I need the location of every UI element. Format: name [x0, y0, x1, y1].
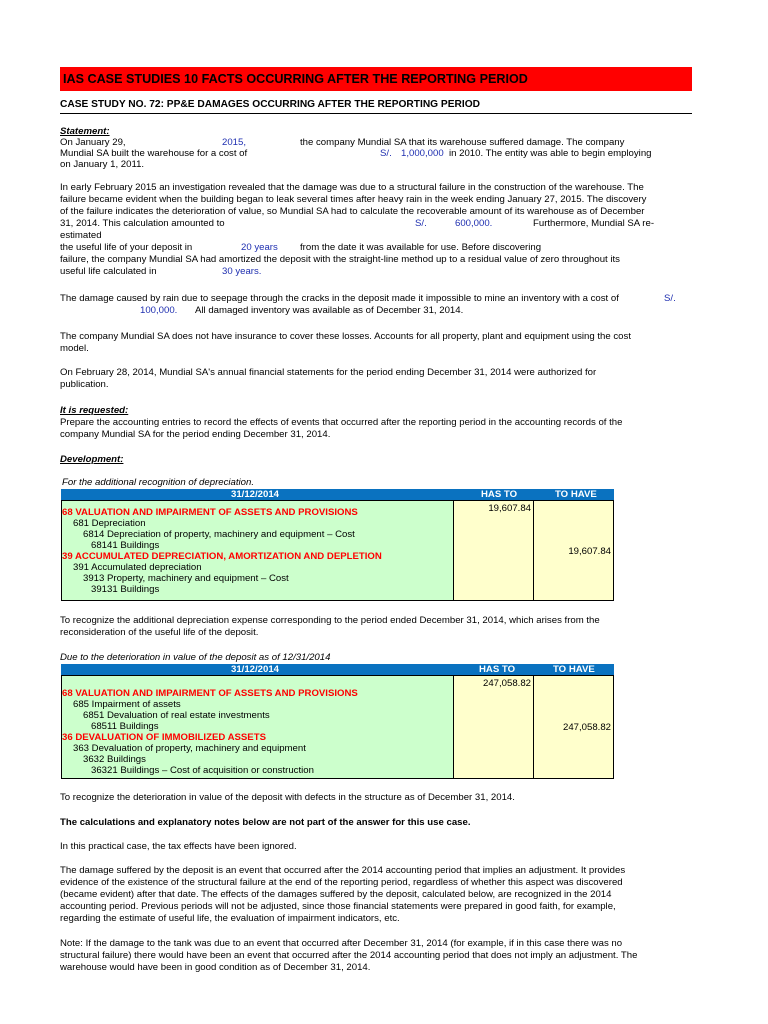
new-useful-life: 20 years — [241, 242, 278, 253]
account-line: 681 Depreciation — [73, 518, 146, 529]
account-line: 685 Impairment of assets — [73, 699, 181, 710]
account-line: 39131 Buildings — [91, 584, 160, 595]
entry-note: reconsideration of the useful life of the deposit. — [60, 627, 259, 638]
para-line: of the failure indicates the deterioration of value, so Mundial SA had to calculate the recoverable amount of its warehouse as of December — [60, 206, 645, 217]
notes-line: The damage suffered by the deposit is an event that occurred after the 2014 accounting period that implies an adjustment. It provides — [60, 865, 626, 876]
statement-line: in 2010. The entity was able to begin employing — [449, 148, 652, 159]
debit-amount: 247,058.82 — [482, 678, 531, 689]
credit-amount: 247,058.82 — [562, 722, 611, 733]
statement-year: 2015, — [222, 137, 247, 148]
development-heading: Development: — [60, 454, 124, 465]
account-line: 68 VALUATION AND IMPAIRMENT OF ASSETS AND PROVISIONS — [62, 688, 358, 699]
para-line: All damaged inventory was available as of December 31, 2014. — [195, 305, 464, 316]
account-line: 6814 Depreciation of property, machinery and equipment – Cost — [83, 529, 355, 540]
statement-line: the company Mundial SA that its warehouse suffered damage. The company — [300, 137, 625, 148]
account-line: 39 ACCUMULATED DEPRECIATION, AMORTIZATION AND DEPLETION — [62, 551, 382, 562]
notes-line: regarding the estimate of useful life, the evaluation of impairment indicators, etc. — [60, 913, 400, 924]
statement-line: on January 1, 2011. — [60, 159, 145, 170]
notes-line: warehouse would have been in good condition as of December 31, 2014. — [60, 962, 371, 973]
debit-column-header: HAS TO — [481, 489, 518, 500]
notes-line: (became evident) after that date. The effects of the damages suffered by the deposit, calculated below, are recognized in the 2014 — [60, 889, 612, 900]
account-line: 363 Devaluation of property, machinery and equipment — [73, 743, 306, 754]
para-line: On February 28, 2014, Mundial SA's annual financial statements for the period ending December 31, 2014 were authorized for — [60, 367, 597, 378]
page-banner: IAS CASE STUDIES 10 FACTS OCCURRING AFTER THE REPORTING PERIOD — [60, 67, 692, 91]
account-line: 36 DEVALUATION OF IMMOBILIZED ASSETS — [62, 732, 266, 743]
para-line: useful life calculated in — [60, 266, 157, 277]
accounts-column — [62, 676, 453, 778]
currency-symbol: S/. — [664, 293, 676, 304]
notes-line: structural failure) there would have been an event that occurred after the 2014 accounting period that does not imply an adjustment. The — [60, 950, 638, 961]
para-line: The company Mundial SA does not have insurance to cover these losses. Accounts for all property, plant and equipment using the cost — [60, 331, 631, 342]
journal-date: 31/12/2014 — [231, 664, 280, 675]
account-line: 68511 Buildings — [91, 721, 159, 732]
journal-date: 31/12/2014 — [231, 489, 280, 500]
notes-line: evidence of the existence of the structural failure at the end of the reporting period, regardless of whether this aspect was discovered — [60, 877, 623, 888]
credit-column — [533, 501, 613, 600]
journal-header — [61, 664, 614, 675]
currency-symbol: S/. — [380, 148, 392, 159]
credit-column-header: TO HAVE — [555, 489, 597, 500]
para-line: The damage caused by rain due to seepage through the cracks in the deposit made it impossible to mine an inventory with a cost of — [60, 293, 619, 304]
journal-entry-1 — [61, 500, 614, 601]
debit-amount: 19,607.84 — [488, 503, 531, 514]
original-useful-life: 30 years. — [222, 266, 262, 277]
entry-note: To recognize the deterioration in value of the deposit with defects in the structure as of December 31, 2014. — [60, 792, 515, 803]
journal-header — [61, 489, 614, 500]
account-line: 68 VALUATION AND IMPAIRMENT OF ASSETS AND PROVISIONS — [62, 507, 358, 518]
credit-column — [533, 676, 613, 778]
entry-note: To recognize the additional depreciation expense corresponding to the period ended December 31, 2014, which arises from the — [60, 615, 600, 626]
requested-heading: It is requested: — [60, 405, 129, 416]
entry-caption: Due to the deterioration in value of the deposit as of 12/31/2014 — [60, 652, 331, 663]
statement-heading: Statement: — [60, 126, 110, 137]
para-line: Furthermore, Mundial SA re- — [533, 218, 655, 229]
notes-disclaimer: The calculations and explanatory notes below are not part of the answer for this use case. — [60, 817, 471, 828]
credit-amount: 19,607.84 — [568, 546, 611, 557]
para-line: publication. — [60, 379, 109, 390]
credit-column-header: TO HAVE — [553, 664, 595, 675]
account-line: 68141 Buildings — [91, 540, 160, 551]
debit-column — [453, 676, 533, 778]
para-line: failure became evident when the building began to leak several times after heavy rain in the week ending January 27, 2015. The discovery — [60, 194, 647, 205]
notes-line: Note: If the damage to the tank was due to an event that occurred after December 31, 2014 (for example, if in this case there was no — [60, 938, 623, 949]
statement-line: On January 29, — [60, 137, 126, 148]
inventory-cost: 100,000. — [140, 305, 178, 316]
account-line: 3913 Property, machinery and equipment – Cost — [83, 573, 289, 584]
currency-symbol: S/. — [415, 218, 427, 229]
para-line: estimated — [60, 230, 102, 241]
journal-entry-2 — [61, 675, 614, 779]
notes-tax: In this practical case, the tax effects have been ignored. — [60, 841, 297, 852]
recoverable-amount: 600,000. — [455, 218, 493, 229]
account-line: 3632 Buildings — [83, 754, 146, 765]
para-line: In early February 2015 an investigation revealed that the damage was due to a structural failure in the construction of the warehouse. The — [60, 182, 644, 193]
account-line: 6851 Devaluation of real estate investments — [83, 710, 270, 721]
para-line: the useful life of your deposit in — [60, 242, 193, 253]
case-study-title: CASE STUDY NO. 72: PP&E DAMAGES OCCURRING AFTER THE REPORTING PERIOD — [60, 99, 692, 114]
notes-line: accounting period. Previous periods will not be adjusted, since those financial statements were prepared in good faith, for example, — [60, 901, 616, 912]
account-line: 391 Accumulated depreciation — [73, 562, 202, 573]
para-line: from the date it was available for use. Before discovering — [300, 242, 542, 253]
para-line: model. — [60, 343, 89, 354]
statement-line: Mundial SA built the warehouse for a cost of — [60, 148, 248, 159]
entry-caption: For the additional recognition of depreciation. — [62, 477, 254, 488]
para-line: company Mundial SA for the period ending December 31, 2014. — [60, 429, 331, 440]
para-line: 31, 2014. This calculation amounted to — [60, 218, 225, 229]
warehouse-cost: 1,000,000 — [401, 148, 444, 159]
para-line: Prepare the accounting entries to record the effects of events that occurred after the reporting period in the accounting records of the — [60, 417, 623, 428]
debit-column — [453, 501, 533, 600]
account-line: 36321 Buildings – Cost of acquisition or construction — [91, 765, 314, 776]
para-line: failure, the company Mundial SA had amortized the deposit with the straight-line method up to a residual value of zero throughout its — [60, 254, 620, 265]
debit-column-header: HAS TO — [479, 664, 516, 675]
accounts-column — [62, 501, 453, 600]
